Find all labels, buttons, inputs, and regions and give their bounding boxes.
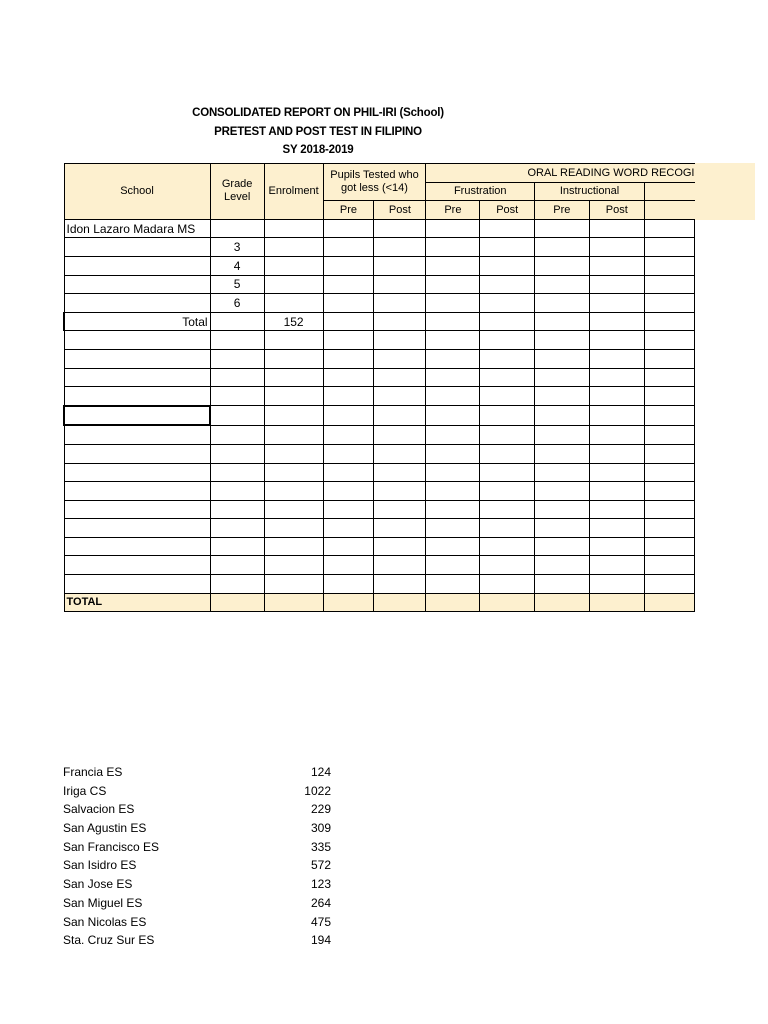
cell[interactable] (589, 556, 644, 575)
cell[interactable] (323, 463, 374, 482)
list-item[interactable] (63, 933, 343, 952)
cell[interactable] (535, 275, 590, 294)
cell[interactable] (589, 463, 644, 482)
cell[interactable] (535, 575, 590, 594)
cell[interactable] (644, 238, 694, 257)
cell[interactable] (374, 463, 426, 482)
cell[interactable] (323, 349, 374, 368)
table-row (64, 500, 695, 519)
cell[interactable] (535, 312, 590, 331)
school-value: 475 (310, 914, 331, 929)
cell[interactable] (480, 575, 535, 594)
cell[interactable] (264, 519, 323, 538)
cell[interactable] (374, 575, 426, 594)
cell[interactable] (210, 519, 264, 538)
cell[interactable] (535, 368, 590, 387)
cell[interactable] (264, 238, 323, 257)
header-instructional[interactable]: Instructional (535, 182, 645, 201)
cell[interactable] (264, 275, 323, 294)
list-item[interactable] (63, 784, 343, 803)
header-instructional-pre[interactable]: Pre (535, 201, 590, 220)
cell[interactable] (480, 349, 535, 368)
school-value: 572 (310, 858, 331, 873)
school-name: San Nicolas ES (63, 914, 147, 929)
cell[interactable] (374, 219, 426, 238)
cell[interactable] (426, 219, 480, 238)
cell[interactable] (589, 500, 644, 519)
cell[interactable] (426, 593, 480, 612)
cell[interactable] (535, 519, 590, 538)
cell[interactable] (535, 482, 590, 501)
cell[interactable] (323, 482, 374, 501)
table-row (64, 368, 695, 387)
cell[interactable] (323, 312, 374, 331)
total-label[interactable]: Total (64, 312, 210, 331)
cell[interactable] (644, 406, 694, 426)
header-pupils-pre[interactable]: Pre (323, 201, 374, 220)
school-name: Francia ES (63, 765, 123, 779)
grade-cell[interactable]: 6 (210, 294, 264, 313)
cell[interactable] (480, 425, 535, 444)
cell[interactable] (426, 500, 480, 519)
cell[interactable] (64, 238, 210, 257)
list-item[interactable] (63, 765, 343, 784)
cell[interactable] (480, 256, 535, 275)
cell[interactable] (589, 482, 644, 501)
cell[interactable] (644, 500, 694, 519)
cell[interactable] (426, 444, 480, 463)
cell[interactable] (535, 238, 590, 257)
school-value: 229 (310, 802, 331, 817)
list-item[interactable] (63, 877, 343, 896)
total-enrolment[interactable]: 152 (264, 312, 323, 331)
cell[interactable] (210, 406, 264, 426)
cell[interactable] (426, 537, 480, 556)
cell[interactable] (589, 444, 644, 463)
final-total-row (64, 593, 695, 612)
cell[interactable] (210, 368, 264, 387)
school-value: 264 (310, 895, 331, 910)
cell[interactable] (210, 349, 264, 368)
cell[interactable] (589, 537, 644, 556)
table-row (64, 482, 695, 501)
school-name: Sta. Cruz Sur ES (63, 933, 155, 948)
cell[interactable] (64, 444, 210, 463)
cell[interactable] (480, 444, 535, 463)
cell[interactable] (374, 482, 426, 501)
header-grade-level[interactable]: Grade Level (210, 164, 264, 220)
cell[interactable] (644, 349, 694, 368)
cell[interactable] (264, 482, 323, 501)
cell[interactable] (374, 256, 426, 275)
cell[interactable] (64, 256, 210, 275)
header-pupils-tested[interactable]: Pupils Tested who got less (<14) (323, 164, 426, 201)
cell[interactable] (64, 425, 210, 444)
cell[interactable] (426, 556, 480, 575)
cell[interactable] (644, 331, 694, 350)
cell[interactable] (323, 593, 374, 612)
report-title-line1: CONSOLIDATED REPORT ON PHIL-IRI (School) (192, 107, 444, 119)
cell[interactable] (480, 593, 535, 612)
header-frustration-pre[interactable]: Pre (426, 201, 480, 220)
cell[interactable] (480, 312, 535, 331)
cell[interactable] (589, 406, 644, 426)
cell[interactable] (426, 406, 480, 426)
cell[interactable] (644, 256, 694, 275)
cell[interactable] (323, 556, 374, 575)
header-next-level[interactable] (644, 182, 694, 201)
cell[interactable] (589, 294, 644, 313)
cell[interactable] (64, 331, 210, 350)
list-item[interactable] (63, 840, 343, 859)
cell[interactable] (535, 593, 590, 612)
cell[interactable] (210, 312, 264, 331)
cell[interactable] (264, 425, 323, 444)
report-table (63, 163, 695, 612)
cell[interactable] (374, 387, 426, 406)
cell[interactable] (264, 500, 323, 519)
cell[interactable] (210, 575, 264, 594)
cell[interactable] (374, 444, 426, 463)
header-fill-extension (695, 163, 755, 220)
cell[interactable] (64, 556, 210, 575)
cell[interactable] (644, 575, 694, 594)
cell[interactable] (64, 275, 210, 294)
table-row (64, 519, 695, 538)
cell[interactable] (264, 294, 323, 313)
school-name: Iriga CS (63, 783, 107, 798)
cell[interactable] (535, 406, 590, 426)
cell[interactable] (535, 444, 590, 463)
cell[interactable] (323, 331, 374, 350)
cell[interactable] (426, 331, 480, 350)
table-row (64, 294, 695, 313)
cell[interactable] (644, 219, 694, 238)
header-instructional-post[interactable]: Post (589, 201, 644, 220)
cell[interactable] (323, 519, 374, 538)
cell[interactable] (535, 425, 590, 444)
list-item[interactable] (63, 896, 343, 915)
cell[interactable] (264, 406, 323, 426)
cell[interactable] (535, 500, 590, 519)
cell[interactable] (589, 331, 644, 350)
cell[interactable] (374, 294, 426, 313)
cell[interactable] (264, 387, 323, 406)
list-item[interactable] (63, 858, 343, 877)
table-row (64, 556, 695, 575)
cell[interactable] (210, 482, 264, 501)
cell[interactable] (323, 425, 374, 444)
cell[interactable] (644, 275, 694, 294)
table-row (64, 425, 695, 444)
cell[interactable] (374, 556, 426, 575)
cell[interactable] (480, 463, 535, 482)
cell[interactable] (426, 482, 480, 501)
cell[interactable] (210, 463, 264, 482)
cell[interactable] (480, 556, 535, 575)
cell[interactable] (644, 312, 694, 331)
cell[interactable] (323, 294, 374, 313)
cell[interactable] (264, 537, 323, 556)
cell[interactable] (535, 463, 590, 482)
cell[interactable] (480, 406, 535, 426)
cell[interactable] (644, 482, 694, 501)
table-row (64, 331, 695, 350)
table-row (64, 387, 695, 406)
cell[interactable] (323, 275, 374, 294)
cell[interactable] (374, 406, 426, 426)
cell[interactable] (374, 425, 426, 444)
header-enrolment[interactable]: Enrolment (264, 164, 323, 220)
cell[interactable] (64, 500, 210, 519)
grade-cell[interactable]: 5 (210, 275, 264, 294)
school-name: San Jose ES (63, 877, 133, 892)
cell[interactable] (210, 537, 264, 556)
school-name-cell[interactable]: Idon Lazaro Madara MS (64, 219, 210, 238)
cell[interactable] (210, 593, 264, 612)
school-value: 124 (310, 765, 331, 779)
cell[interactable] (644, 387, 694, 406)
table-row (64, 349, 695, 368)
cell[interactable] (426, 294, 480, 313)
cell[interactable] (589, 238, 644, 257)
cell[interactable] (480, 331, 535, 350)
cell[interactable] (64, 463, 210, 482)
header-oral-reading[interactable]: ORAL READING WORD RECOGI (426, 164, 695, 183)
header-frustration-post[interactable]: Post (480, 201, 535, 220)
cell[interactable] (426, 463, 480, 482)
cell[interactable] (589, 349, 644, 368)
school-name: Salvacion ES (63, 802, 135, 817)
report-title-line3: SY 2018-2019 (282, 144, 354, 156)
cell[interactable] (64, 519, 210, 538)
cell[interactable] (535, 556, 590, 575)
cell[interactable] (480, 500, 535, 519)
cell[interactable] (64, 349, 210, 368)
header-frustration[interactable]: Frustration (426, 182, 535, 201)
cell[interactable] (589, 593, 644, 612)
cell[interactable] (323, 406, 374, 426)
cell[interactable] (480, 294, 535, 313)
header-extra[interactable] (644, 201, 694, 220)
cell[interactable] (426, 425, 480, 444)
table-row (64, 537, 695, 556)
cell[interactable] (264, 575, 323, 594)
cell[interactable] (323, 575, 374, 594)
cell[interactable] (264, 349, 323, 368)
cell[interactable] (480, 368, 535, 387)
cell[interactable] (644, 519, 694, 538)
cell[interactable] (426, 349, 480, 368)
list-item[interactable] (63, 821, 343, 840)
cell[interactable] (374, 519, 426, 538)
cell[interactable] (64, 387, 210, 406)
school-value: 335 (310, 839, 331, 854)
cell[interactable] (323, 537, 374, 556)
cell[interactable] (426, 312, 480, 331)
cell[interactable] (64, 482, 210, 501)
cell[interactable] (426, 575, 480, 594)
cell[interactable] (210, 444, 264, 463)
cell[interactable] (264, 444, 323, 463)
school-value: 123 (310, 877, 331, 892)
school-value: 309 (310, 821, 331, 836)
cell[interactable] (426, 238, 480, 257)
cell[interactable] (535, 387, 590, 406)
cell[interactable] (264, 256, 323, 275)
cell[interactable] (323, 256, 374, 275)
table-row (64, 575, 695, 594)
final-total-label[interactable]: TOTAL (64, 593, 210, 612)
total-row (64, 312, 695, 331)
cell[interactable] (535, 256, 590, 275)
cell[interactable] (644, 294, 694, 313)
cell[interactable] (644, 593, 694, 612)
cell[interactable] (480, 275, 535, 294)
table-row (64, 238, 695, 257)
cell[interactable] (644, 537, 694, 556)
cell[interactable] (323, 219, 374, 238)
cell[interactable] (210, 556, 264, 575)
cell[interactable] (589, 312, 644, 331)
cell[interactable] (644, 425, 694, 444)
cell[interactable] (426, 368, 480, 387)
cell[interactable] (589, 368, 644, 387)
cell[interactable] (374, 238, 426, 257)
cell[interactable] (210, 425, 264, 444)
cell[interactable] (644, 368, 694, 387)
cell[interactable] (210, 500, 264, 519)
cell[interactable] (589, 575, 644, 594)
cell[interactable] (535, 537, 590, 556)
cell[interactable] (374, 537, 426, 556)
list-item[interactable] (63, 802, 343, 821)
cell[interactable] (480, 482, 535, 501)
cell[interactable] (264, 463, 323, 482)
cell[interactable] (323, 500, 374, 519)
cell[interactable] (264, 368, 323, 387)
school-enrolment-list (63, 765, 343, 952)
cell[interactable] (323, 368, 374, 387)
cell[interactable] (64, 368, 210, 387)
cell[interactable] (480, 537, 535, 556)
cell[interactable] (374, 500, 426, 519)
cell[interactable] (589, 275, 644, 294)
cell[interactable] (644, 444, 694, 463)
cell[interactable] (426, 519, 480, 538)
table-row (64, 275, 695, 294)
table-row (64, 463, 695, 482)
cell[interactable] (589, 256, 644, 275)
cell[interactable] (374, 368, 426, 387)
cell[interactable] (535, 219, 590, 238)
table-row (64, 444, 695, 463)
cell[interactable] (426, 387, 480, 406)
school-value: 194 (310, 933, 331, 948)
table-row (64, 406, 695, 426)
cell[interactable] (374, 331, 426, 350)
cell[interactable] (535, 349, 590, 368)
header-school[interactable]: School (64, 164, 210, 220)
grade-cell[interactable]: 4 (210, 256, 264, 275)
cell[interactable] (426, 275, 480, 294)
cell[interactable] (589, 425, 644, 444)
school-name: San Francisco ES (63, 839, 160, 854)
cell[interactable] (264, 219, 323, 238)
table-row (64, 219, 695, 238)
cell[interactable] (374, 275, 426, 294)
cell[interactable] (374, 312, 426, 331)
cell[interactable] (374, 593, 426, 612)
cell[interactable] (374, 349, 426, 368)
report-title-line2: PRETEST AND POST TEST IN FILIPINO (214, 126, 422, 138)
cell[interactable] (589, 519, 644, 538)
cell[interactable] (644, 556, 694, 575)
cell[interactable] (264, 593, 323, 612)
cell[interactable] (535, 294, 590, 313)
cell[interactable] (323, 444, 374, 463)
school-value: 1022 (304, 783, 331, 798)
cell[interactable] (480, 519, 535, 538)
school-name: San Agustin ES (63, 821, 147, 836)
cell[interactable] (644, 463, 694, 482)
list-item[interactable] (63, 915, 343, 934)
cell[interactable] (589, 219, 644, 238)
table-row (64, 256, 695, 275)
cell[interactable] (210, 331, 264, 350)
cell[interactable] (210, 219, 264, 238)
school-name: San Miguel ES (63, 895, 143, 910)
cell[interactable] (480, 238, 535, 257)
cell[interactable] (589, 387, 644, 406)
cell[interactable] (64, 294, 210, 313)
selected-cell[interactable] (64, 406, 210, 426)
cell[interactable] (64, 537, 210, 556)
school-name: San Isidro ES (63, 858, 137, 873)
cell[interactable] (480, 219, 535, 238)
cell[interactable] (535, 331, 590, 350)
cell[interactable] (323, 387, 374, 406)
header-pupils-post[interactable]: Post (374, 201, 426, 220)
cell[interactable] (323, 238, 374, 257)
cell[interactable] (264, 556, 323, 575)
cell[interactable] (210, 387, 264, 406)
cell[interactable] (426, 256, 480, 275)
cell[interactable] (480, 387, 535, 406)
cell[interactable] (64, 575, 210, 594)
grade-cell[interactable]: 3 (210, 238, 264, 257)
cell[interactable] (264, 331, 323, 350)
